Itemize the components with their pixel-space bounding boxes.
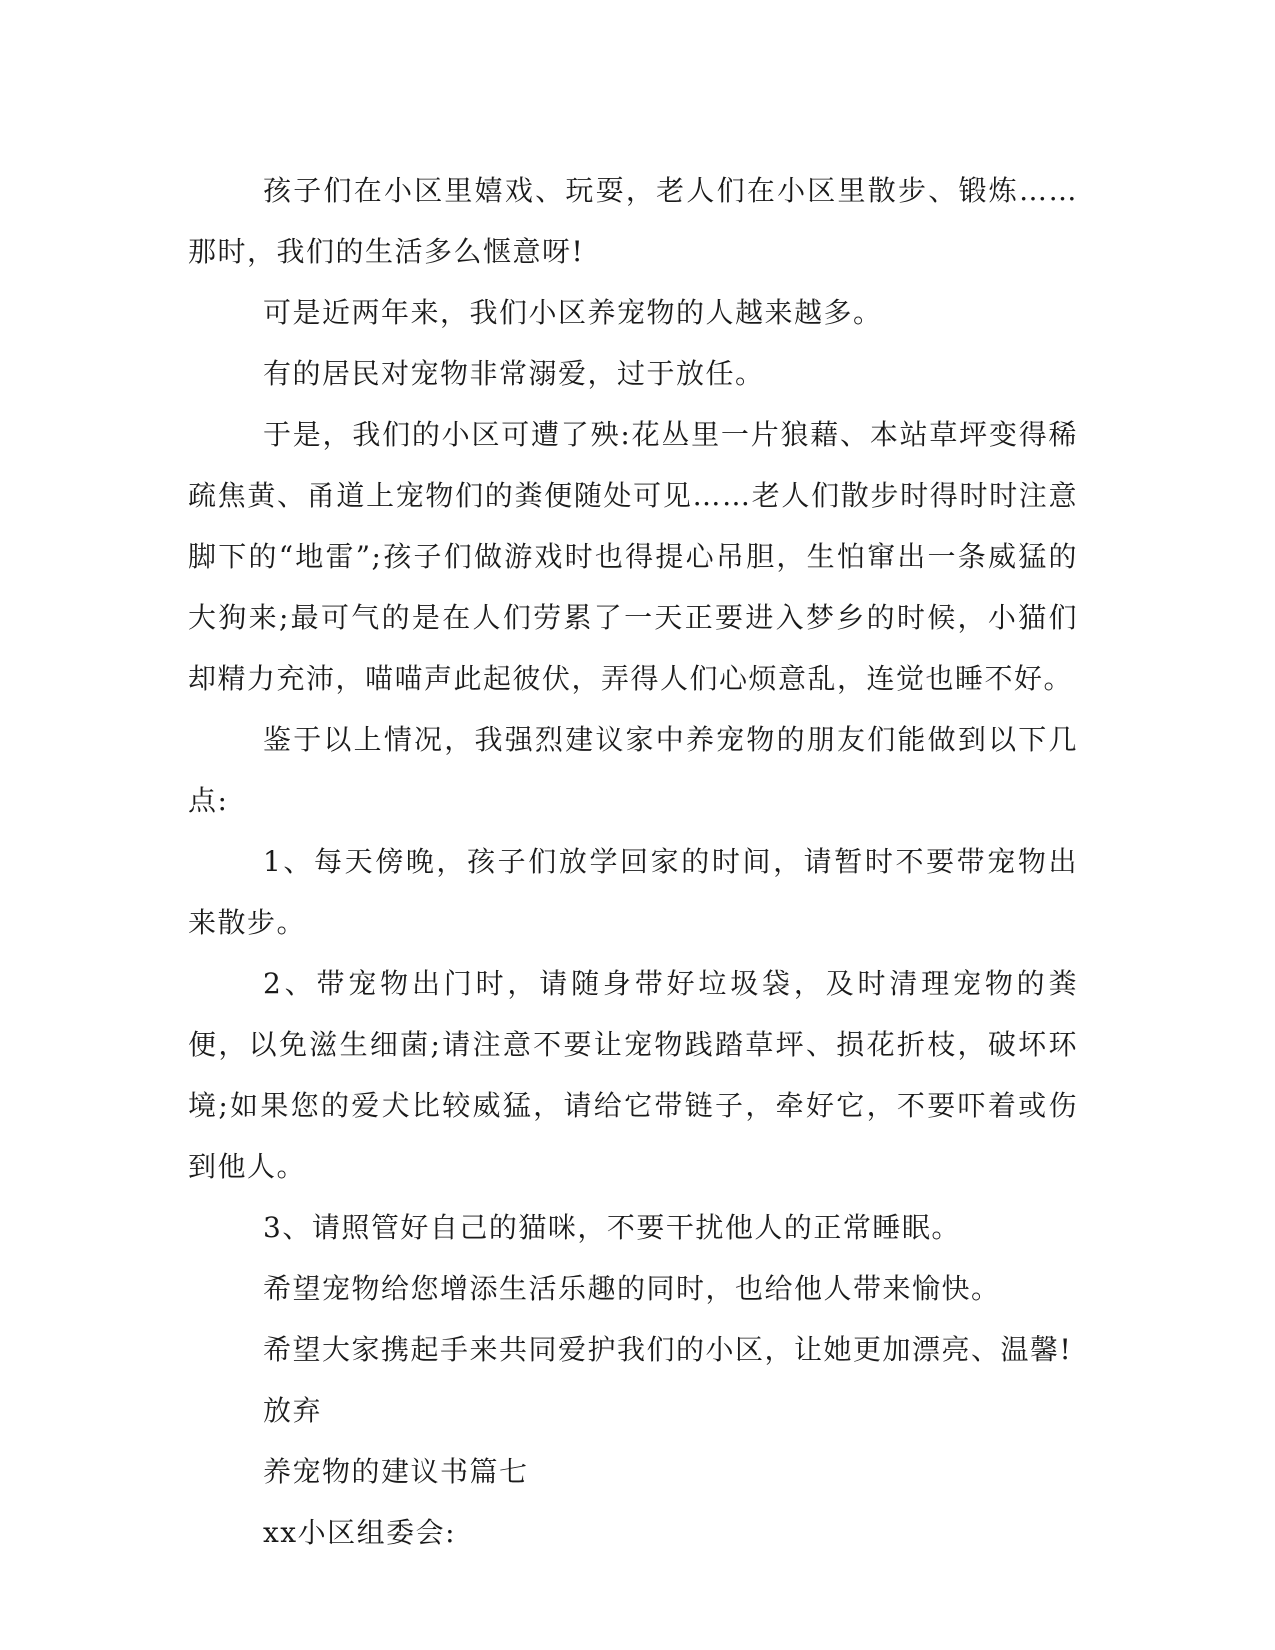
paragraph-6: 希望宠物给您增添生活乐趣的同时，也给他人带来愉快。 <box>263 1272 1001 1305</box>
list-item-3: 3、请照管好自己的猫咪，不要干扰他人的正常睡眠。 <box>263 1211 961 1244</box>
section-heading: 养宠物的建议书篇七 <box>263 1455 529 1488</box>
paragraph-8: 放弃 <box>263 1394 323 1427</box>
paragraph-1: 孩子们在小区里嬉戏、玩耍，老人们在小区里散步、锻炼……那时，我们的生活多么惬意呀! <box>188 174 1078 268</box>
paragraph-3: 有的居民对宠物非常溺爱，过于放任。 <box>263 357 765 390</box>
paragraph-2: 可是近两年来，我们小区养宠物的人越来越多。 <box>263 296 883 329</box>
list-item-1: 1、每天傍晚，孩子们放学回家的时间，请暂时不要带宠物出来散步。 <box>188 845 1078 939</box>
paragraph-7: 希望大家携起手来共同爱护我们的小区，让她更加漂亮、温馨! <box>263 1333 1073 1366</box>
salutation: xx小区组委会: <box>263 1516 457 1549</box>
document-body <box>188 160 1078 1563</box>
paragraph-4: 于是，我们的小区可遭了殃:花丛里一片狼藉、本站草坪变得稀疏焦黄、甬道上宠物们的粪便随处可见……老人们散步时得时时注意脚下的“地雷”;孩子们做游戏时也得提心吊胆，生怕窜出一条威猛的大狗来;最可气的是在人们劳累了一天正要进入梦乡的时候，小猫们却精力充沛，喵喵声此起彼伏，弄得人们心烦意乱，连觉也睡不好。 <box>188 418 1078 695</box>
paragraph-5: 鉴于以上情况，我强烈建议家中养宠物的朋友们能做到以下几点: <box>188 723 1078 817</box>
list-item-2: 2、带宠物出门时，请随身带好垃圾袋，及时清理宠物的粪便，以免滋生细菌;请注意不要让宠物践踏草坪、损花折枝，破坏环境;如果您的爱犬比较威猛，请给它带链子，牵好它，不要吓着或伤到他人。 <box>188 967 1078 1183</box>
